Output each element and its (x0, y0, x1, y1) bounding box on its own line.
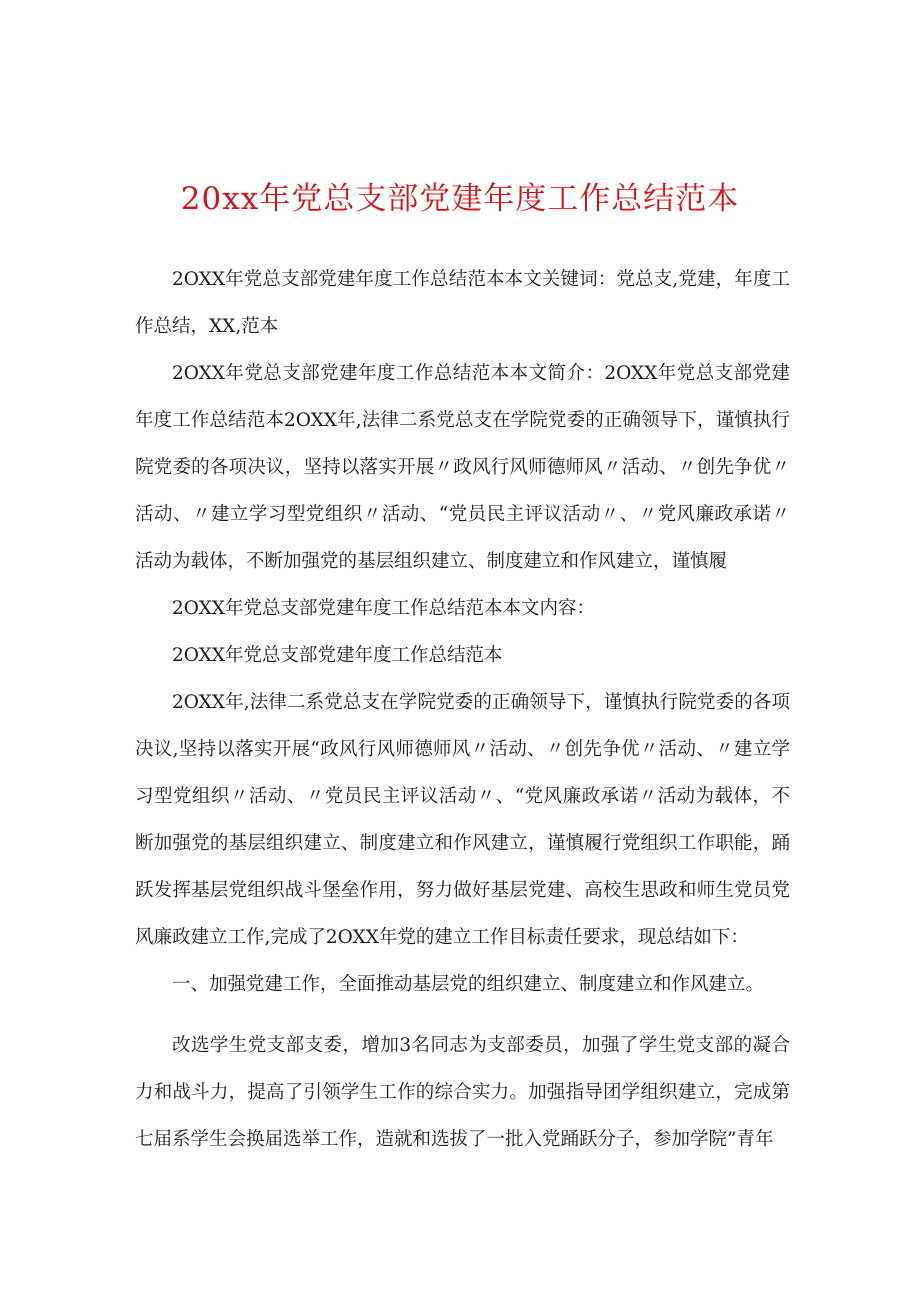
paragraph-keywords: 2OXX年党总支部党建年度工作总结范本本文关键词：党总支,党建，年度工作总结，XX,范本 (135, 269, 790, 337)
document-title: 20xx年党总支部党建年度工作总结范本 (180, 181, 740, 217)
paragraph-intro: 2OXX年,法律二系党总支在学院党委的正确领导下，谨慎执行院党委的各项决议,坚持以落实开展“政风行风师德师风〃活动、〃创先争优〃活动、〃建立学习型党组织〃活动、〃党员民主评议活动〃、“党风廉政承诺〃活动为载体，不断加强党的基层组织建立、制度建立和作风建立，谨慎履行党组织工作职能，踊跃发挥基层党组织战斗堡垒作用，努力做好基层党建、高校生思政和师生党员党风廉政建立工作,完成了2OXX年党的建立工作目标责任要求，现总结如下： (135, 692, 790, 948)
paragraph-subtitle: 2OXX年党总支部党建年度工作总结范本 (172, 645, 503, 666)
document-body (135, 256, 790, 1163)
section-heading-1: 一、加强党建工作，全面推动基层党的组织建立、制度建立和作风建立。 (172, 974, 765, 995)
paragraph-content-label: 2OXX年党总支部党建年度工作总结范本本文内容： (172, 598, 595, 619)
paragraph-section-1: 改选学生党支部支委，增加3名同志为支部委员，加强了学生党支部的凝合力和战斗力，提高了引领学生工作的综合实力。加强指导团学组织建立，完成第七届系学生会换届选举工作，造就和选拔了一批入党踊跃分子，参加学院”青年 (135, 1035, 790, 1150)
paragraph-summary: 2OXX年党总支部党建年度工作总结范本本文简介：2OXX年党总支部党建年度工作总结范本2OXX年,法律二系党总支在学院党委的正确领导下，谨慎执行院党委的各项决议，坚持以落实开展〃政风行风师德师风〃活动、〃创先争优〃活动、〃建立学习型党组织〃活动、“党员民主评议活动〃、〃党风廉政承诺〃活动为载体，不断加强党的基层组织建立、制度建立和作风建立，谨慎履 (135, 363, 790, 572)
